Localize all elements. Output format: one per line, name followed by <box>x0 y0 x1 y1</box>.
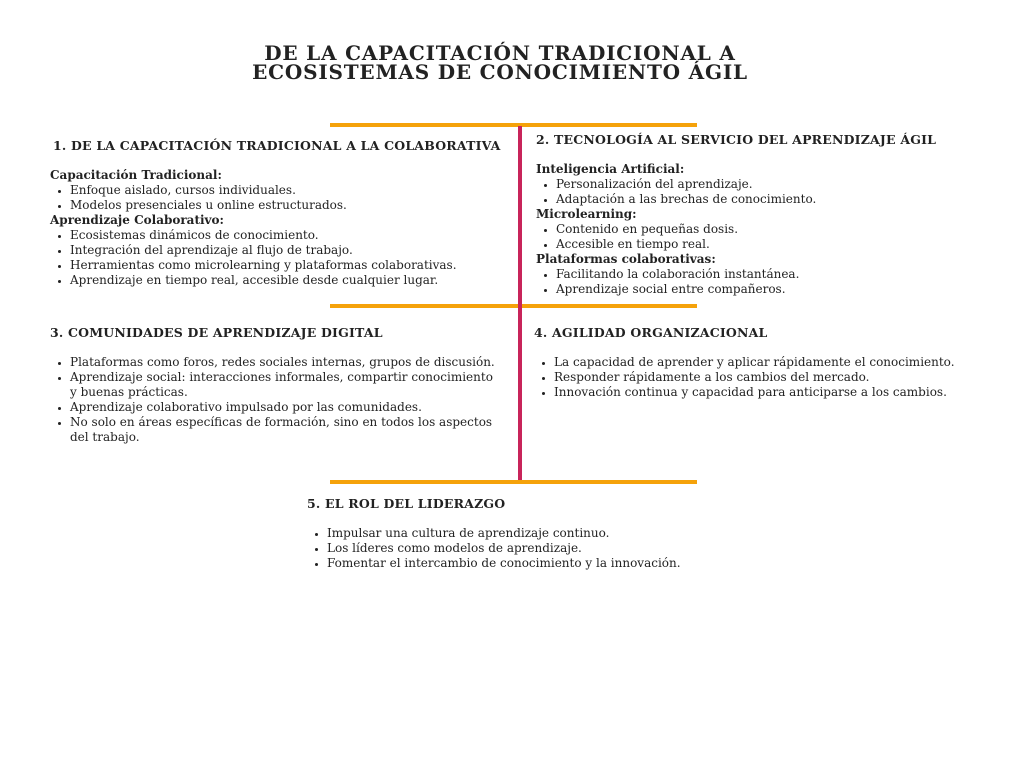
section-2-subheading-ai: Inteligencia Artificial: <box>536 162 685 176</box>
section-2-subheading-microlearning: Microlearning: <box>536 207 637 221</box>
section-1 <box>50 138 510 288</box>
list-item: • Impulsar una cultura de aprendizaje continuo. <box>327 526 747 541</box>
list-item: • Responder rápidamente a los cambios del mercado. <box>554 370 974 385</box>
list-item: • Adaptación a las brechas de conocimiento. <box>556 192 976 207</box>
section-3-list <box>50 355 500 445</box>
list-item: • Aprendizaje social: interacciones informales, compartir conocimiento y buenas prácticas. <box>70 370 500 400</box>
section-5-list <box>307 526 747 571</box>
section-2-heading: 2. TECNOLOGÍA AL SERVICIO DEL APRENDIZAJE ÁGIL <box>536 132 937 147</box>
list-item: • Contenido en pequeñas dosis. <box>556 222 976 237</box>
list-item: • Aprendizaje colaborativo impulsado por las comunidades. <box>70 400 500 415</box>
section-5-heading: 5. EL ROL DEL LIDERAZGO <box>307 496 506 511</box>
section-2-subheading-platforms: Plataformas colaborativas: <box>536 252 716 266</box>
section-1-heading: 1. DE LA CAPACITACIÓN TRADICIONAL A LA COLABORATIVA <box>53 138 501 153</box>
title-line-1: DE LA CAPACITACIÓN TRADICIONAL A <box>264 41 736 65</box>
section-4-list <box>534 355 974 400</box>
section-3 <box>50 325 500 445</box>
title-line-2: ECOSISTEMAS DE CONOCIMIENTO ÁGIL <box>252 60 748 84</box>
top-horizontal-divider <box>330 123 697 127</box>
section-4-heading: 4. AGILIDAD ORGANIZACIONAL <box>534 325 768 340</box>
list-item: • Innovación continua y capacidad para anticiparse a los cambios. <box>554 385 974 400</box>
section-1-list-collaborative <box>50 228 510 288</box>
list-item: • Facilitando la colaboración instantánea. <box>556 267 976 282</box>
section-1-subheading-collaborative: Aprendizaje Colaborativo: <box>50 213 224 227</box>
section-2-list-ai <box>536 177 976 207</box>
list-item: • Accesible en tiempo real. <box>556 237 976 252</box>
list-item: • Fomentar el intercambio de conocimiento y la innovación. <box>327 556 747 571</box>
section-1-list-traditional <box>50 183 510 213</box>
page-title <box>200 41 800 84</box>
list-item: • Modelos presenciales u online estructurados. <box>70 198 510 213</box>
bottom-horizontal-divider <box>330 480 697 484</box>
list-item: • No solo en áreas específicas de formación, sino en todos los aspectos del trabajo. <box>70 415 500 445</box>
section-4 <box>534 325 974 400</box>
section-2-list-platforms <box>536 267 976 297</box>
list-item: • La capacidad de aprender y aplicar rápidamente el conocimiento. <box>554 355 974 370</box>
list-item: • Herramientas como microlearning y plataformas colaborativas. <box>70 258 510 273</box>
list-item: • Los líderes como modelos de aprendizaje. <box>327 541 747 556</box>
list-item: • Integración del aprendizaje al flujo de trabajo. <box>70 243 510 258</box>
vertical-divider <box>518 126 522 480</box>
section-2 <box>536 132 976 297</box>
section-1-subheading-traditional: Capacitación Tradicional: <box>50 168 222 182</box>
middle-horizontal-divider <box>330 304 697 308</box>
list-item: • Plataformas como foros, redes sociales internas, grupos de discusión. <box>70 355 500 370</box>
section-3-heading: 3. COMUNIDADES DE APRENDIZAJE DIGITAL <box>50 325 383 340</box>
list-item: • Enfoque aislado, cursos individuales. <box>70 183 510 198</box>
list-item: • Personalización del aprendizaje. <box>556 177 976 192</box>
section-5 <box>307 496 747 571</box>
section-2-list-microlearning <box>536 222 976 252</box>
list-item: • Ecosistemas dinámicos de conocimiento. <box>70 228 510 243</box>
list-item: • Aprendizaje en tiempo real, accesible desde cualquier lugar. <box>70 273 510 288</box>
list-item: • Aprendizaje social entre compañeros. <box>556 282 976 297</box>
